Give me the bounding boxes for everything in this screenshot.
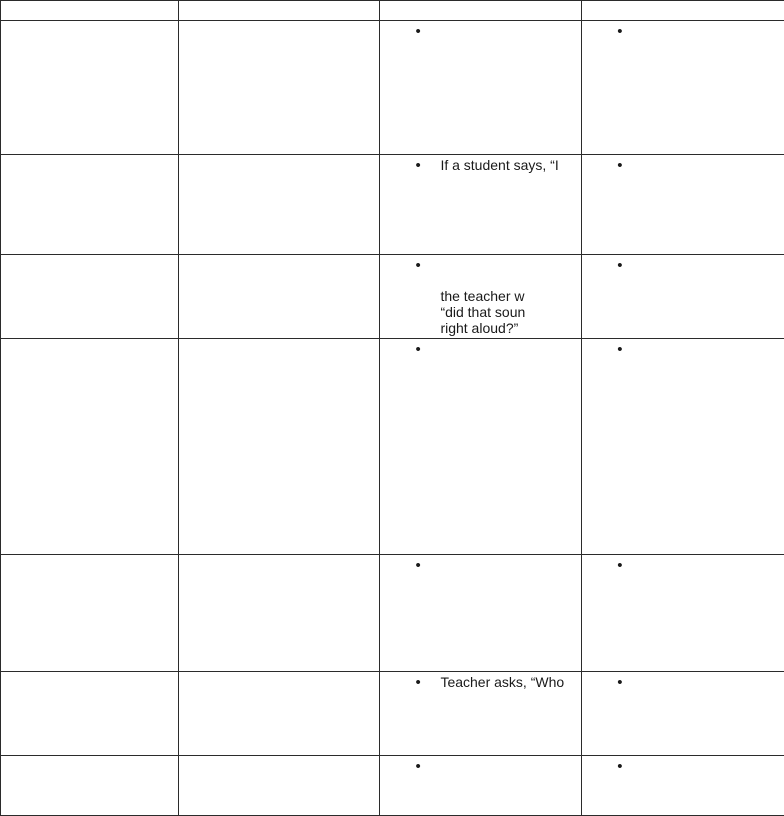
table-cell[interactable] — [1, 672, 179, 756]
bullet-list — [380, 339, 581, 341]
bullet-icon: • — [617, 342, 622, 358]
bullet-list — [380, 756, 581, 758]
bullet-list — [380, 255, 581, 257]
table-cell[interactable] — [1, 339, 179, 555]
table-row — [1, 1, 784, 21]
bullet-icon: • — [617, 759, 622, 775]
text-line: “did that soun — [440, 304, 525, 320]
bullet-icon: • — [617, 24, 622, 40]
table-cell[interactable] — [582, 339, 784, 555]
table-cell[interactable] — [582, 255, 784, 339]
list-item — [582, 756, 784, 758]
bullet-icon: • — [617, 675, 622, 691]
bullet-text: Teacher asks, “Who — [440, 674, 564, 690]
table-cell[interactable] — [582, 155, 784, 255]
text-line: right aloud?” — [440, 320, 525, 336]
bullet-list — [380, 21, 581, 23]
table-cell[interactable] — [178, 756, 380, 816]
bullet-list — [582, 339, 784, 341]
table-cell[interactable] — [1, 255, 179, 339]
bullet-list — [582, 21, 784, 23]
table-cell[interactable] — [380, 155, 582, 255]
table-cell[interactable] — [582, 555, 784, 672]
bullet-icon: • — [415, 24, 420, 40]
list-item — [582, 255, 784, 257]
table-cell[interactable] — [380, 339, 582, 555]
table-cell[interactable] — [178, 155, 380, 255]
list-item — [582, 155, 784, 157]
table-cell[interactable] — [178, 339, 380, 555]
bullet-icon: • — [415, 342, 420, 358]
table-cell[interactable] — [380, 21, 582, 155]
list-item — [380, 255, 581, 257]
table-cell[interactable] — [380, 255, 582, 339]
table-cell[interactable] — [178, 255, 380, 339]
table-cell[interactable] — [380, 672, 582, 756]
bullet-list — [582, 155, 784, 157]
table-row — [1, 555, 784, 672]
table-cell[interactable] — [1, 756, 179, 816]
table-row — [1, 672, 784, 756]
list-item — [582, 555, 784, 557]
list-item — [380, 339, 581, 341]
table-cell[interactable] — [380, 555, 582, 672]
table-cell[interactable] — [1, 155, 179, 255]
bullet-icon: • — [617, 158, 622, 174]
bullet-list — [582, 672, 784, 674]
bullet-list — [582, 555, 784, 557]
bullet-icon: • — [617, 558, 622, 574]
bullet-icon: • — [617, 258, 622, 274]
table-row — [1, 756, 784, 816]
table-row — [1, 339, 784, 555]
table-cell[interactable] — [582, 756, 784, 816]
table-row — [1, 255, 784, 339]
table-cell[interactable] — [1, 1, 179, 21]
table-cell[interactable] — [380, 756, 582, 816]
table-cell[interactable] — [582, 672, 784, 756]
list-item — [582, 672, 784, 674]
bullet-list — [582, 756, 784, 758]
table-cell[interactable] — [1, 21, 179, 155]
bullet-icon: • — [415, 158, 420, 174]
table-row — [1, 155, 784, 255]
text-line: the teacher w — [440, 288, 525, 304]
bullet-list — [582, 255, 784, 257]
list-item — [380, 155, 581, 173]
bullet-list — [380, 672, 581, 690]
list-item — [582, 21, 784, 23]
bullet-icon: • — [415, 675, 420, 691]
table-cell[interactable] — [582, 21, 784, 155]
bullet-icon: • — [415, 558, 420, 574]
bullet-icon: • — [415, 258, 420, 274]
table-cell[interactable] — [380, 1, 582, 21]
table-cell[interactable] — [178, 555, 380, 672]
table-cell[interactable] — [178, 21, 380, 155]
list-item — [380, 555, 581, 557]
table-cell[interactable] — [1, 555, 179, 672]
table-cell[interactable] — [178, 1, 380, 21]
list-item — [380, 21, 581, 23]
bullet-text: If a student says, “I — [440, 157, 558, 173]
cell-text-block — [440, 288, 525, 336]
table-cell[interactable] — [178, 672, 380, 756]
bullet-icon: • — [415, 759, 420, 775]
bullet-list — [380, 555, 581, 557]
list-item — [380, 756, 581, 758]
list-item — [582, 339, 784, 341]
list-item — [380, 672, 581, 690]
table-row — [1, 21, 784, 155]
bullet-list — [380, 155, 581, 173]
table-cell[interactable] — [582, 1, 784, 21]
